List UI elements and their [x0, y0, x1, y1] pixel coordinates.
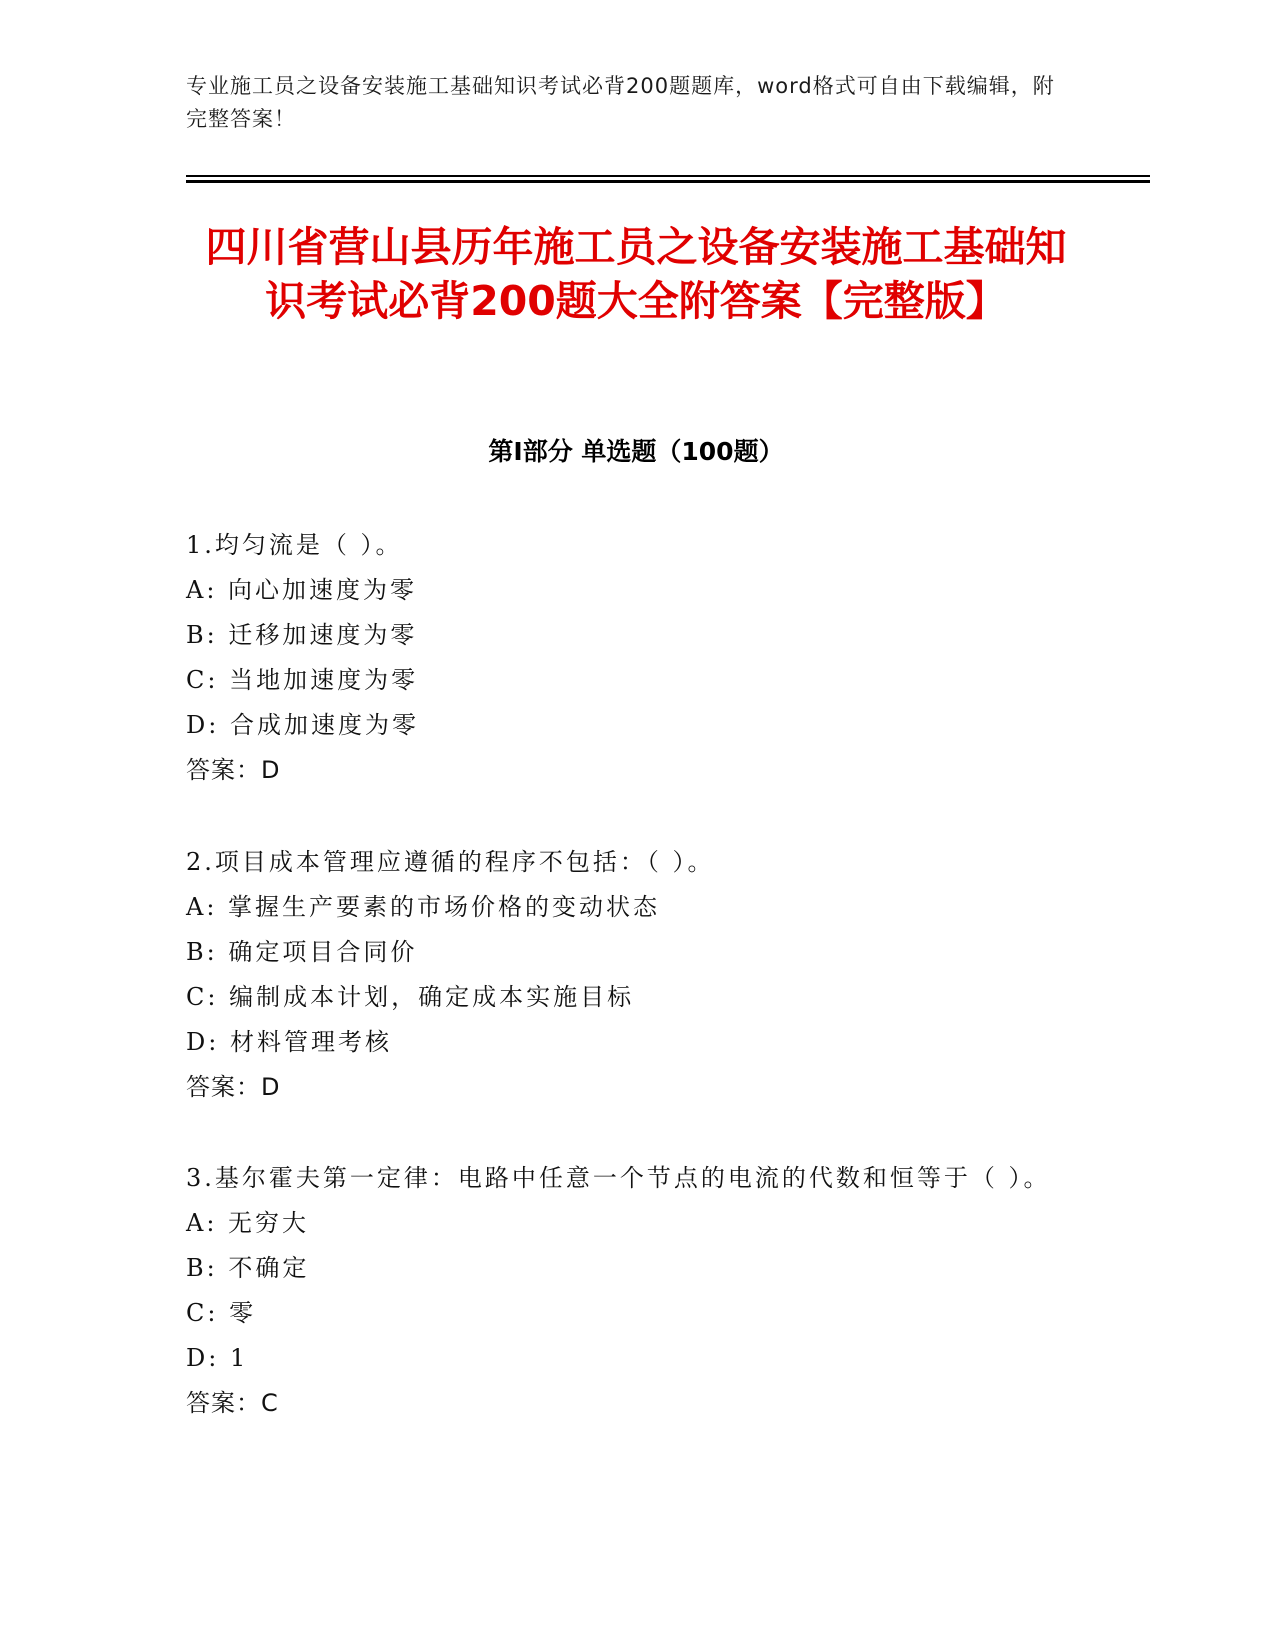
question-3 [186, 1155, 1066, 1426]
option-d: D: 1 [186, 1344, 249, 1372]
header-note: 专业施工员之设备安装施工基础知识考试必背200题题库，word格式可自由下载编辑，附完整答案！ [186, 74, 1055, 131]
option-a: A: 无穷大 [186, 1209, 310, 1237]
answer: 答案：D [186, 756, 281, 784]
option-a: A: 掌握生产要素的市场价格的变动状态 [186, 893, 661, 921]
header-divider-thick [186, 180, 1150, 183]
answer: 答案：D [186, 1073, 281, 1101]
section-heading: 第I部分 单选题（100题） [488, 437, 784, 466]
question-stem: 2.项目成本管理应遵循的程序不包括：（ ）。 [186, 848, 715, 876]
option-b: B: 迁移加速度为零 [186, 621, 418, 649]
option-b: B: 确定项目合同价 [186, 938, 418, 966]
question-stem: 3.基尔霍夫第一定律：电路中任意一个节点的电流的代数和恒等于（ ）。 [186, 1164, 1051, 1192]
question-stem: 1.均匀流是（ ）。 [186, 531, 403, 559]
option-a: A: 向心加速度为零 [186, 576, 418, 604]
answer: 答案：C [186, 1389, 279, 1417]
question-1 [186, 522, 1066, 793]
option-d: D: 材料管理考核 [186, 1028, 392, 1056]
document-title: 四川省营山县历年施工员之设备安装施工基础知识考试必背200题大全附答案【完整版】 [205, 223, 1067, 325]
question-2 [186, 839, 1066, 1110]
option-d: D: 合成加速度为零 [186, 711, 419, 739]
option-c: C: 编制成本计划，确定成本实施目标 [186, 983, 635, 1011]
header-divider-thin [186, 175, 1150, 177]
option-b: B: 不确定 [186, 1254, 310, 1282]
option-c: C: 零 [186, 1299, 257, 1327]
option-c: C: 当地加速度为零 [186, 666, 419, 694]
